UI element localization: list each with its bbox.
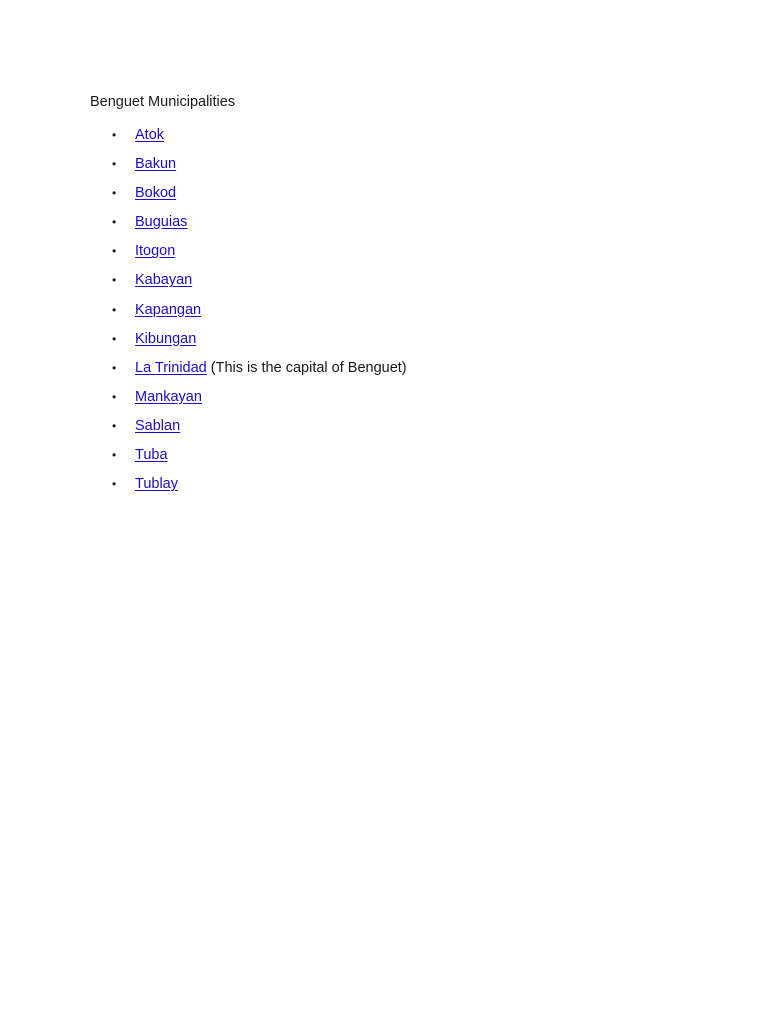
list-item bbox=[0, 213, 407, 242]
bullet-icon: • bbox=[112, 389, 117, 404]
municipality-link-tuba[interactable]: Tuba bbox=[135, 447, 168, 464]
municipality-link-mankayan[interactable]: Mankayan bbox=[135, 388, 202, 405]
list-item bbox=[0, 301, 407, 330]
municipality-list bbox=[0, 126, 407, 504]
list-item bbox=[0, 388, 407, 417]
list-item bbox=[0, 271, 407, 300]
bullet-icon: • bbox=[112, 448, 117, 463]
municipality-link-kapangan[interactable]: Kapangan bbox=[135, 301, 202, 318]
municipality-link-sablan[interactable]: Sablan bbox=[135, 417, 181, 434]
municipality-link-itogon[interactable]: Itogon bbox=[135, 243, 176, 260]
list-item bbox=[0, 242, 407, 271]
bullet-icon: • bbox=[112, 215, 117, 230]
bullet-icon: • bbox=[112, 360, 117, 375]
list-item bbox=[0, 330, 407, 359]
bullet-icon: • bbox=[112, 186, 117, 201]
list-item bbox=[0, 126, 407, 155]
list-item bbox=[0, 446, 407, 475]
bullet-icon: • bbox=[112, 157, 117, 172]
list-item bbox=[0, 417, 407, 446]
bullet-icon: • bbox=[112, 418, 117, 433]
list-item bbox=[0, 359, 407, 388]
list-item bbox=[0, 184, 407, 213]
municipality-link-bakun[interactable]: Bakun bbox=[135, 156, 177, 173]
municipality-link-atok[interactable]: Atok bbox=[135, 127, 165, 143]
municipality-link-tublay[interactable]: Tublay bbox=[135, 476, 178, 493]
municipality-link-bokod[interactable]: Bokod bbox=[135, 185, 177, 202]
bullet-icon: • bbox=[112, 477, 117, 492]
capital-note: (This is the capital of Benguet) bbox=[206, 359, 407, 376]
bullet-icon: • bbox=[112, 128, 117, 142]
page-title: Benguet Municipalities bbox=[90, 94, 236, 110]
municipality-link-la-trinidad[interactable]: La Trinidad bbox=[135, 359, 207, 376]
municipality-link-kabayan[interactable]: Kabayan bbox=[135, 272, 193, 289]
municipality-link-kibungan[interactable]: Kibungan bbox=[135, 330, 197, 347]
bullet-icon: • bbox=[112, 331, 117, 346]
list-item bbox=[0, 155, 407, 184]
municipality-link-buguias[interactable]: Buguias bbox=[135, 214, 188, 231]
bullet-icon: • bbox=[112, 273, 117, 288]
bullet-icon: • bbox=[112, 302, 117, 317]
list-item bbox=[0, 475, 407, 504]
bullet-icon: • bbox=[112, 244, 117, 259]
